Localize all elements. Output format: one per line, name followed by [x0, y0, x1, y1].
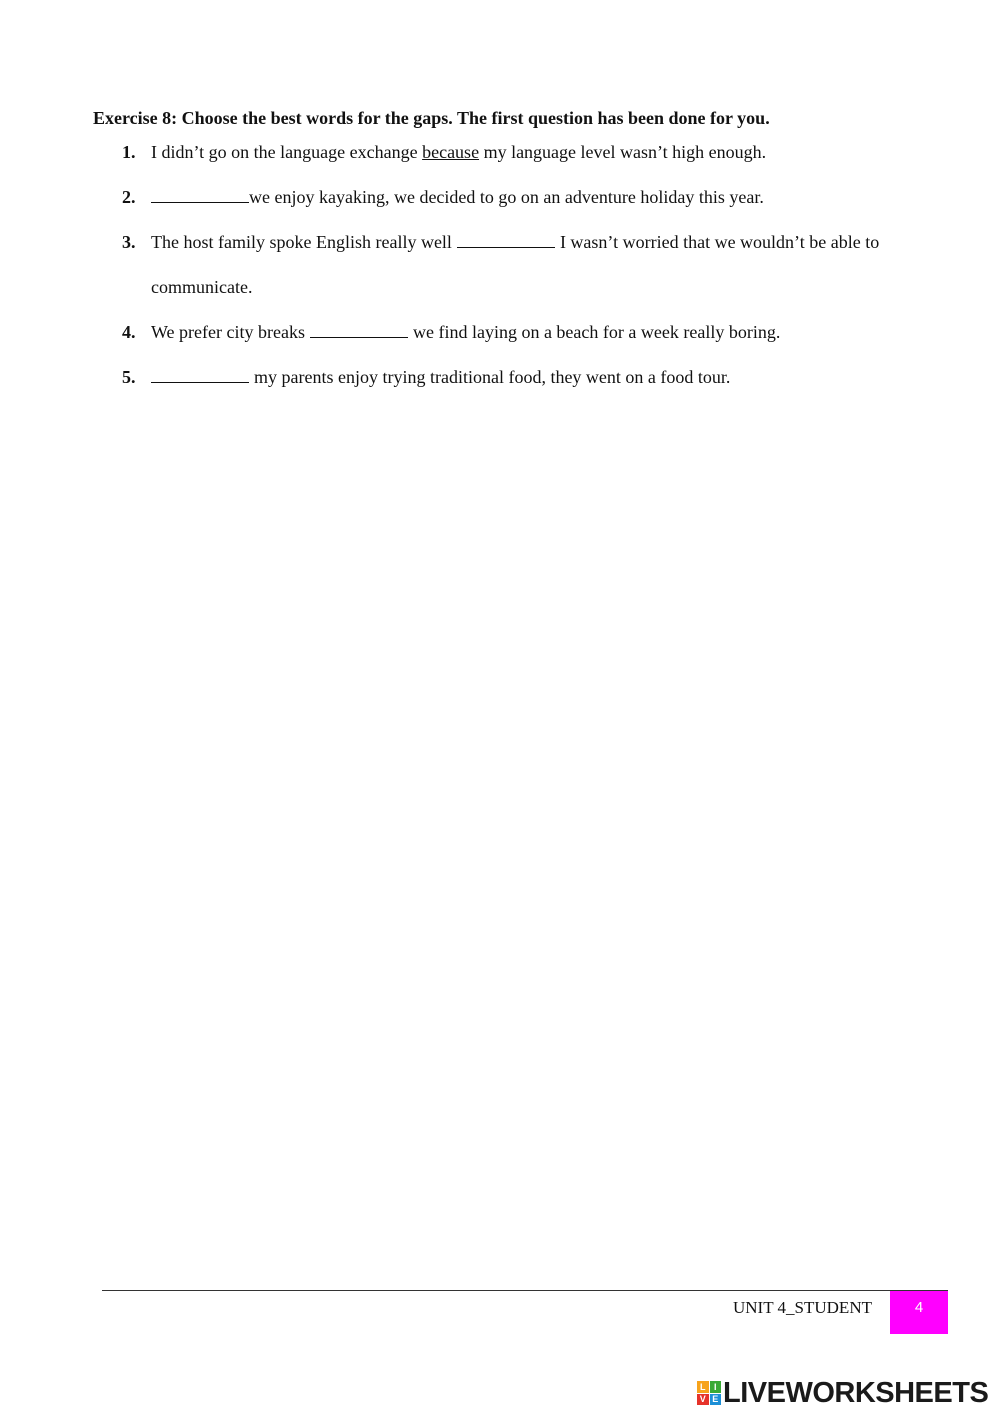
- question-1: [122, 141, 766, 163]
- exercise-heading: Exercise 8: Choose the best words for the gaps. The first question has been done for you.: [93, 108, 770, 128]
- page-number-box: [890, 1291, 948, 1334]
- question-number: 4.: [122, 322, 136, 342]
- question-number: 3.: [122, 232, 136, 252]
- question-text-before: The host family spoke English really well: [151, 232, 452, 252]
- liveworksheets-brand: [697, 1377, 988, 1409]
- page-number: 4: [914, 1299, 924, 1316]
- question-2: [122, 186, 764, 208]
- logo-letter: V: [697, 1394, 709, 1406]
- logo-letter: I: [710, 1381, 722, 1393]
- footer-unit-label: UNIT 4_STUDENT: [733, 1298, 872, 1317]
- question-5: [122, 366, 730, 388]
- logo-letter: E: [710, 1394, 722, 1406]
- question-text-after: I wasn’t worried that we wouldn’t be able to: [559, 232, 880, 252]
- question-text-after: my language level wasn’t high enough.: [479, 142, 767, 162]
- question-text-after: we find laying on a beach for a week really boring.: [412, 322, 781, 342]
- question-number: 1.: [122, 142, 136, 162]
- question-3: [122, 231, 879, 253]
- answer-gap-3[interactable]: [457, 231, 555, 248]
- question-4: [122, 321, 780, 343]
- answer-gap-4[interactable]: [310, 321, 408, 338]
- question-number: 5.: [122, 367, 136, 387]
- brand-name: LIVEWORKSHEETS: [723, 1376, 989, 1409]
- answer-gap-2[interactable]: [151, 186, 249, 203]
- answer-gap-5[interactable]: [151, 366, 249, 383]
- question-text-after: we enjoy kayaking, we decided to go on an adventure holiday this year.: [249, 187, 764, 207]
- question-text-before: I didn’t go on the language exchange: [151, 142, 423, 162]
- question-number: 2.: [122, 187, 136, 207]
- logo-letter: L: [697, 1381, 709, 1393]
- footer-divider: [102, 1290, 948, 1291]
- example-answer: because: [422, 142, 480, 162]
- question-text-after: my parents enjoy trying traditional food, they went on a food tour.: [254, 367, 731, 387]
- question-text-before: We prefer city breaks: [151, 322, 305, 342]
- liveworksheets-logo-icon: [697, 1381, 721, 1405]
- question-3-continuation: communicate.: [151, 277, 253, 297]
